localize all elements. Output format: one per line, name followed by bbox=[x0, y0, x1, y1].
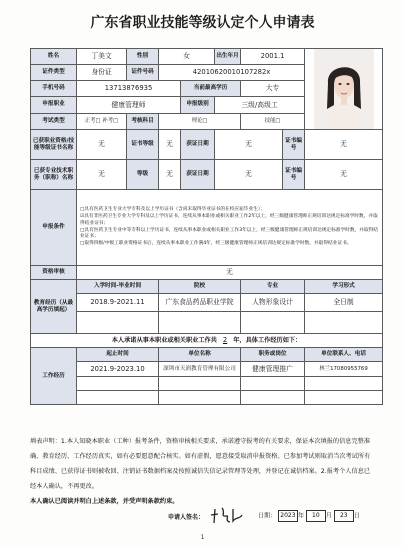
work-empty-cell bbox=[159, 391, 241, 405]
edu-empty-cell bbox=[241, 312, 305, 334]
work-employer-1: 深圳市天润教育管理有限公司 bbox=[159, 362, 241, 377]
label-education: 当前最高学历 bbox=[181, 80, 241, 96]
work-contact-1: 林兰17080955769 bbox=[305, 362, 383, 377]
edu-empty-cell bbox=[77, 312, 159, 334]
condition-3: □具有医药卫生专业中等专科以上学历证书，连续从事本职业或相关职业工作3年以上，经三级健康管理师正规培训达规定标准学时数，并取得结业证书； bbox=[80, 227, 379, 240]
work-job-1: 健康管理推广 bbox=[241, 362, 305, 377]
label-id-no: 证件号码 bbox=[127, 64, 159, 80]
applicant-signature bbox=[208, 503, 248, 525]
value-review: 无 bbox=[77, 266, 383, 280]
date-label: 日期： bbox=[258, 512, 277, 520]
label-phone: 手机号码 bbox=[31, 80, 77, 96]
value-birth: 2001.1 bbox=[241, 49, 305, 65]
label-cert-held: 已获职业资格/技能等级证书名称 bbox=[31, 130, 77, 160]
condition-2: ☑具有非医药卫生专业大学专科及以上学历证书，连续从事本职业或相关职业工作2年以上，经三级健康管理师正规培训达规定标准学时数，并取得结业证书； bbox=[80, 213, 378, 226]
header-school: 院校 bbox=[159, 280, 241, 294]
page-number: 1 bbox=[200, 534, 205, 541]
value-cert-level: 无 bbox=[159, 130, 181, 160]
edu-school-1: 广东食品药品职业学院 bbox=[159, 294, 241, 312]
label-gender: 性别 bbox=[127, 49, 159, 65]
edu-empty-cell bbox=[159, 312, 241, 334]
date-month: 10 bbox=[306, 510, 326, 522]
day-label: 日 bbox=[353, 512, 360, 520]
label-review: 资格审核 bbox=[31, 266, 77, 280]
label-birth: 出生年月 bbox=[215, 49, 241, 65]
photo-cell bbox=[305, 49, 383, 130]
value-exam-type: 正考□ 补考□ bbox=[77, 114, 127, 130]
edu-major-1: 人物形象设计 bbox=[241, 294, 305, 312]
value-education: 大专 bbox=[241, 80, 305, 96]
label-occupation: 申报职业 bbox=[31, 96, 77, 113]
value-cert-held: 无 bbox=[77, 130, 127, 160]
value-title-issue-date: 无 bbox=[215, 160, 283, 190]
label-grade: 等级 bbox=[127, 160, 159, 190]
label-edu-exp: 教育经历（从最高学历填起） bbox=[31, 280, 77, 334]
header-edu-period: 入学时间-毕业时间 bbox=[77, 280, 159, 294]
work-empty-cell bbox=[305, 377, 383, 391]
header-work-period: 起止时间 bbox=[77, 348, 159, 362]
applicant-photo bbox=[314, 49, 374, 129]
label-issue-date: 获证日期 bbox=[181, 130, 215, 160]
work-empty-cell bbox=[159, 377, 241, 391]
work-empty-cell bbox=[241, 377, 305, 391]
edu-empty-cell bbox=[305, 312, 383, 334]
header-study-form: 学习形式 bbox=[305, 280, 383, 294]
value-gender: 女 bbox=[159, 49, 215, 65]
label-work-exp: 工作经历 bbox=[31, 348, 77, 405]
form-title: 广东省职业技能等级认定个人申请表 bbox=[90, 15, 315, 31]
label-title-held: 已获专业技术职务（职称）名称 bbox=[31, 160, 77, 190]
label-name: 姓名 bbox=[31, 49, 77, 65]
header-contact: 单位联系人、电话 bbox=[305, 348, 383, 362]
value-level: 三级/高级工 bbox=[215, 96, 305, 113]
value-grade: 无 bbox=[159, 160, 181, 190]
declaration-text: 填表声明：1.本人知晓本职业（工种）报考条件，资格审核相关要求，承诺遵守报考的有关要求，保证本次填报的信息完整准确、教育经历、工作经历真实，如有必要愿意配合核实。如有虚假，愿意接受取消申报资格、已参加考试则取消当次考试所有科目成绩、已获得证书则被收回、注销证书数据档案及按照诚信失信记录管理等处理，并登记在诚信档案。2.报考个人信息已经本人确认，不再更改。 bbox=[30, 438, 371, 490]
work-years-statement bbox=[31, 334, 383, 348]
work-empty-cell bbox=[305, 391, 383, 405]
value-occupation: 健康管理师 bbox=[77, 96, 181, 113]
application-table bbox=[30, 48, 383, 405]
condition-4: □取得四级/中级工职业资格证书后，连续从事本职业工作满4年，经三级健康管理师正规培训达规定标准学时数，并取得结业证书。 bbox=[80, 241, 352, 247]
label-conditions: 申报条件 bbox=[31, 190, 77, 266]
work-empty-cell bbox=[77, 391, 159, 405]
condition-1: □具有医药卫生专业大学专科及以上学历证书（含尚未取得毕业证书的在校应届毕业生）； bbox=[80, 207, 265, 213]
date-day: 23 bbox=[334, 510, 354, 522]
years-suffix: 年，具体工作经历如下： bbox=[233, 337, 302, 345]
value-issue-date: 无 bbox=[215, 130, 283, 160]
label-title-issue-date: 获证日期 bbox=[181, 160, 215, 190]
label-id-type: 证件类型 bbox=[31, 64, 77, 80]
value-phone: 13713876935 bbox=[77, 80, 181, 96]
label-cert-level: 证书等级 bbox=[127, 130, 159, 160]
month-label: 月 bbox=[325, 512, 332, 520]
header-major: 专业 bbox=[241, 280, 305, 294]
work-years: 2 bbox=[222, 336, 228, 345]
years-prefix: 本人承诺从事本职业或相关职业工作共 bbox=[111, 337, 217, 345]
label-exam-type: 考试类型 bbox=[31, 114, 77, 130]
value-name: 丁美文 bbox=[77, 49, 127, 65]
work-empty-cell bbox=[241, 391, 305, 405]
value-cert-no: 无 bbox=[305, 130, 383, 160]
value-id-type: 身份证 bbox=[77, 64, 127, 80]
header-job: 职务或岗位 bbox=[241, 348, 305, 362]
work-period-1: 2021.9-2023.10 bbox=[77, 362, 159, 377]
value-exam-subject-theory: 理论□ bbox=[159, 114, 241, 130]
date-year: 2023 bbox=[278, 510, 298, 522]
value-exam-subject-skill: 技能□ bbox=[241, 114, 305, 130]
header-employer: 单位名称 bbox=[159, 348, 241, 362]
applicant-sign-label: 申请人签名： bbox=[168, 514, 205, 521]
value-title-cert-no: 无 bbox=[305, 160, 383, 190]
date-row bbox=[258, 510, 360, 522]
value-title-held: 无 bbox=[77, 160, 127, 190]
conditions-list bbox=[77, 190, 383, 266]
edu-form-1: 全日制 bbox=[305, 294, 383, 312]
label-cert-no: 证书编号 bbox=[283, 130, 305, 160]
confirm-statement: 本人确认已阅读并明白上述条款，并受声明条款约束。 bbox=[30, 498, 179, 505]
value-id-no: 42010620010107282x bbox=[159, 64, 305, 80]
edu-period-1: 2018.9-2021.11 bbox=[77, 294, 159, 312]
label-exam-subject: 考核科目 bbox=[127, 114, 159, 130]
year-label: 年 bbox=[297, 512, 304, 520]
work-empty-cell bbox=[77, 377, 159, 391]
label-level: 申报级别 bbox=[181, 96, 215, 113]
label-title-cert-no: 证书编号 bbox=[283, 160, 305, 190]
